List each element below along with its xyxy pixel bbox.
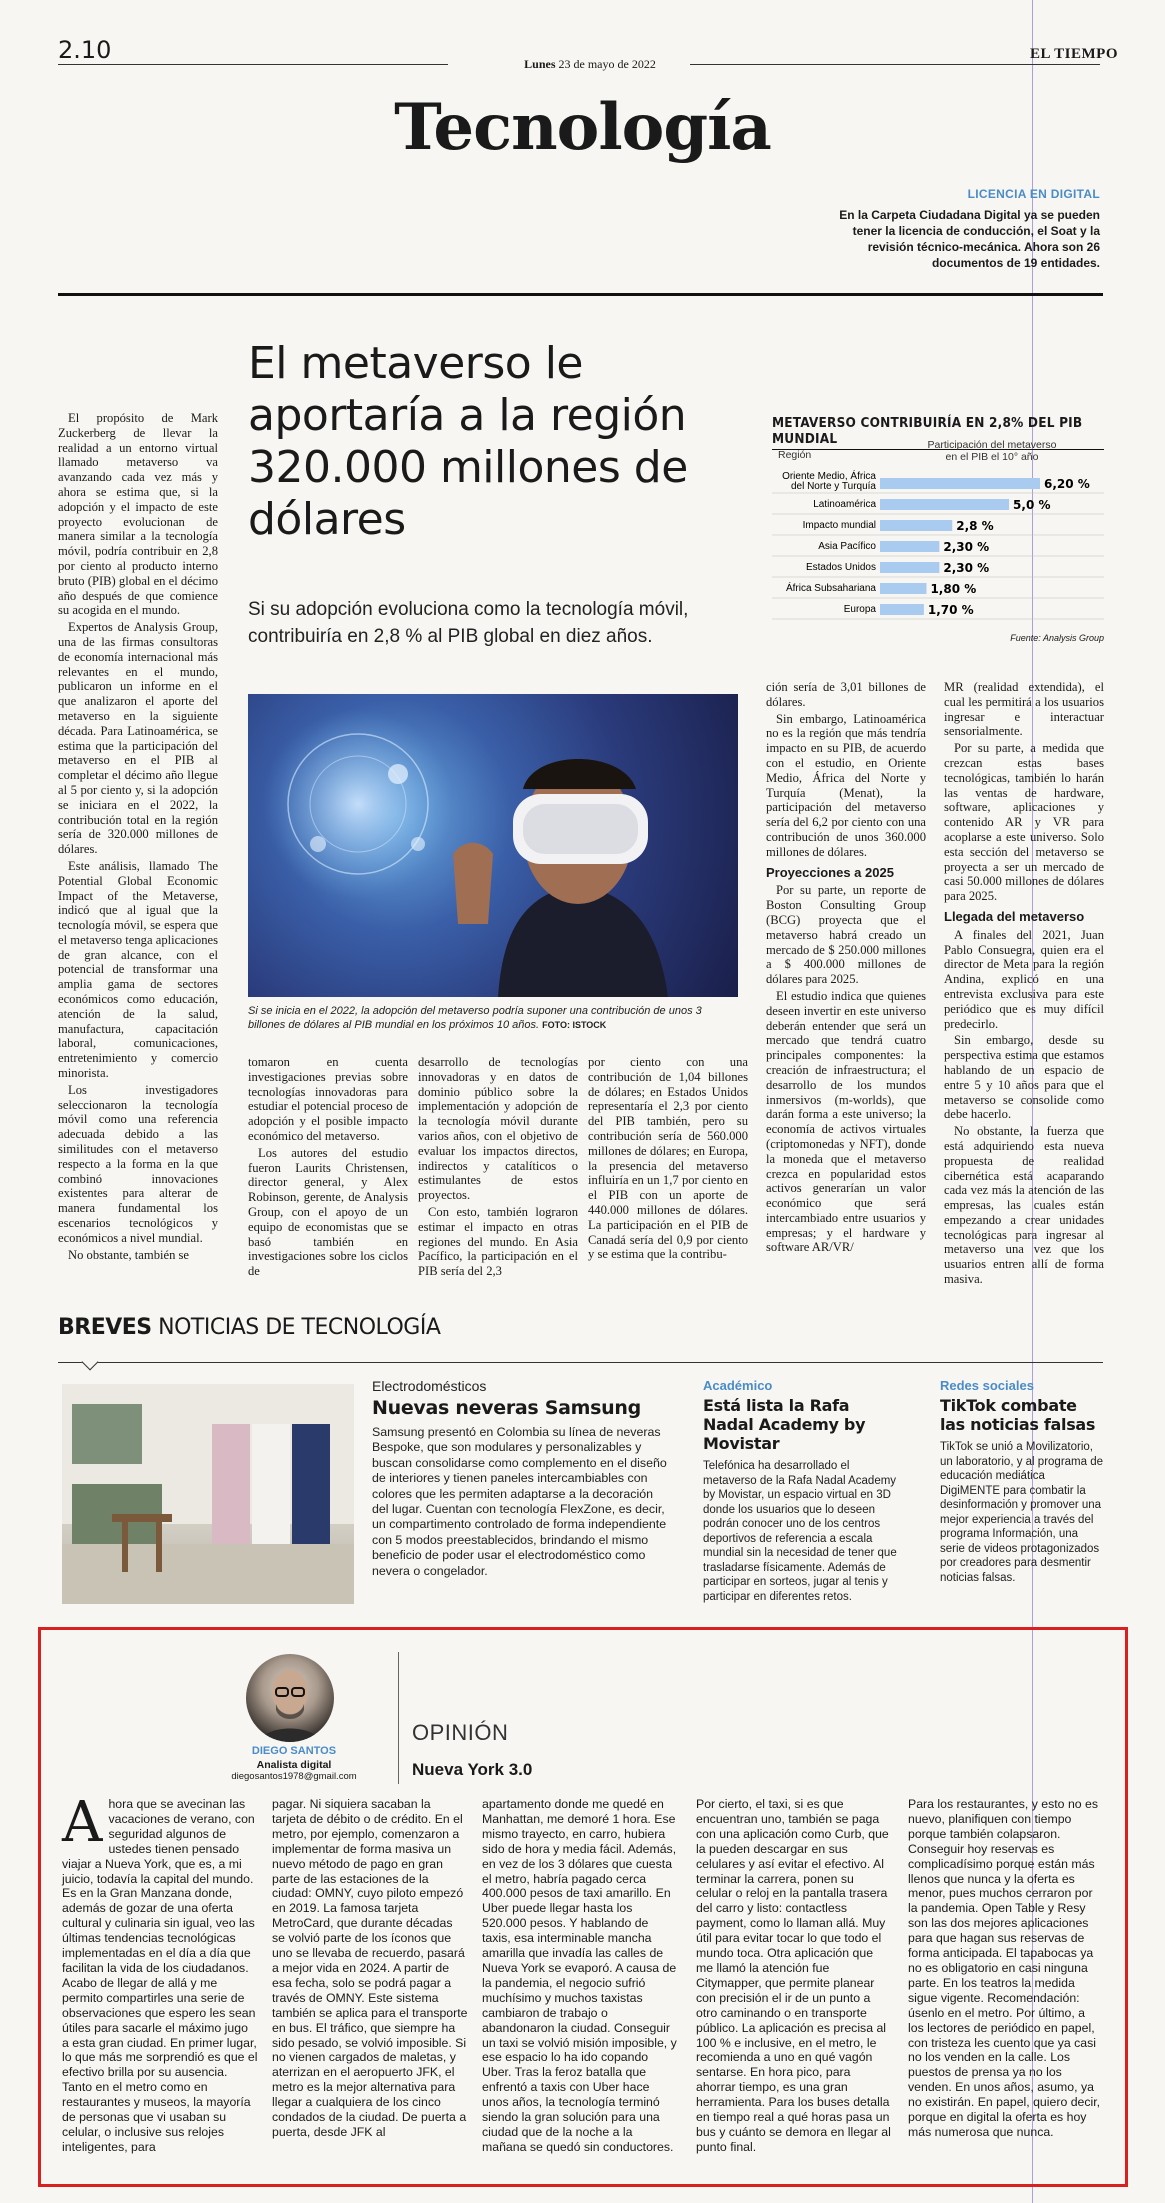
article-column-3	[418, 1055, 578, 1281]
chart-category-label: Impacto mundial	[802, 520, 876, 531]
paragraph: desarrollo de tecnologías innovadoras y en datos de dominio público sobre la implementación y adopción de la tecnología móvil durante varios años, con el objetivo de evaluar los impactos directos, indirectos y catalíticos o estimulantes de estos proyectos.	[418, 1055, 578, 1203]
chart-bar	[880, 541, 939, 552]
opinion-column-3	[482, 1797, 678, 2155]
header-rule-left	[58, 64, 448, 65]
chart-value-label: 6,20 %	[1044, 477, 1090, 491]
subheading: Proyecciones a 2025	[766, 864, 894, 880]
page-number: 2.10	[58, 36, 112, 64]
photo-caption	[248, 1004, 738, 1032]
breves-rule	[58, 1362, 1103, 1363]
article-column-1	[58, 411, 218, 1264]
breves-notch	[82, 1354, 99, 1371]
paragraph: El propósito de Mark Zuckerberg de llevar la realidad a un entorno virtual llamado metaverso va avanzando cada vez más y ahora se estima que, si la adopción y el impacto de este proyecto evolucionan de manera similar a la tecnología móvil, podría contribuir en 2,8 por ciento al producto interno bruto (PIB) global en el décimo año después de que comience su acogida en el mundo.	[58, 411, 218, 618]
chart-category-label: Oriente Medio, África del Norte y Turquía	[782, 471, 876, 492]
paragraph: Sin embargo, Latinoamérica no es la región que más tendría impacto en su PIB, de acuerdo con el estudio, en Oriente Medio, África del Norte y Turquía (Menat), la participación del metaverso sería del 6,2 por ciento con una contribución de unos 360.000 millones de dólares.	[766, 711, 926, 859]
author-portrait	[246, 1654, 334, 1742]
chart-row	[772, 581, 1104, 598]
paragraph: Por su parte, a medida que crezcan estas bases tecnológicas, también lo harán las ventas de hardware, software, aplicaciones y contenido AR y VR para acoplarse a este universo. Solo esta sección del metaverso se proyecta a ser un mercado de casi 50.000 millones de dólares para 2025.	[944, 741, 1104, 904]
paragraph: Expertos de Analysis Group, una de las firmas consultoras de economía internacional más relevantes en el mundo, publicaron un informe en el que analizaron el aporte del metaverso en la siguiente década. Para Latinoamérica, se estima que la participación del metaverso en el PIB al completar el décimo año llegue al 5 por ciento y, si la adopción se iniciara en el 2022, la contribución total en la región sería de 320.000 millones de dólares.	[58, 620, 218, 857]
paragraph: No obstante, la fuerza que está adquiriendo esta nueva propuesta de realidad cibernética está acaparando cada vez más la atención de las empresas, las cuales están empezando a crear unidades tecnológicas para ingresar al metaverso una vez que los usuarios entren allí de forma masiva.	[944, 1124, 1104, 1287]
brief-body: Telefónica ha desarrollado el metaverso de la Rafa Nadal Academy by Movistar, un espacio virtual en 3D donde los usuarios que lo deseen podrán conocer uno de los centros deportivos de referencia a escala mundial sin la necesidad de tener que trasladarse físicamente. Además de participar en sorteos, jugar al tenis y participar en diferentes retos.	[703, 1460, 897, 1603]
breves-title	[58, 1315, 440, 1340]
brief-kicker: Redes sociales	[940, 1378, 1034, 1393]
article-subhead: Si su adopción evoluciona como la tecnología móvil, contribuiría en 2,8 % al PIB global en diez años.	[248, 599, 689, 647]
paragraph: hora que se avecinan las vacaciones de verano, con seguridad algunos de ustedes tienen pensado viajar a Nueva York, que es, a mi juicio, todavía la capital del mundo. Es en la Gran Manzana donde, además de gozar de una oferta cultural y culinaria sin igual, veo las últimas tendencias tecnológicas implementadas en el día a día que facilitan la vida de los ciudadanos. Acabo de llegar de allá y me permito compartirles una serie de observaciones que espero les sean útiles para sacarle el máximo jugo a esta gran ciudad. En primer lugar, lo que más me sorprendió es que el efectivo brilla por su ausencia. Tanto en el metro como en restaurantes y museos, la mayoría de personas que vi usaban su celular, o inclusive sus relojes inteligentes, para	[62, 1797, 258, 2154]
chart-value-label: 5,0 %	[1013, 498, 1051, 512]
brief-body: Samsung presentó en Colombia su línea de neveras Bespoke, que son modulares y personalizables y buscan consolidarse como complemento en el diseño de interiores y tienen paneles intercambiables con colores que les permiten adaptarse a la decoración del lugar. Cuentan con tecnología FlexZone, es decir, un compartimento controlado de forma independiente con 5 modos preestablecidos, brindando el mismo beneficio de poder usar el electrodoméstico como nevera o congelador.	[372, 1425, 667, 1578]
paragraph: Para los restaurantes, y esto no es nuevo, planifiquen con tiempo porque también colapsaron. Conseguir hoy reservas es complicadísimo porque están más llenos que nunca y la oferta es menor, pues muchos cerraron por la pandemia. Open Table y Resy son las dos mejores aplicaciones para que hagan sus reservas de forma anticipada. El tapabocas ya no es obligatorio en casi ninguna parte. En los teatros la medida sigue vigente. Recomendación: úsenlo en el metro. Por último, a los lectores de periódico en papel, con tristeza les cuento que ya casi no los venden en la calle. Los puestos de prensa ya no los venden. En unos años, asumo, ya no existirán. En papel, quiero decir, porque en digital la oferta es hoy más numerosa que nunca.	[908, 1797, 1101, 2139]
chart-title: METAVERSO CONTRIBUIRÍA EN 2,8% DEL PIB MUNDIAL	[772, 415, 1104, 450]
caption-text: Si se inicia en el 2022, la adopción del metaverso podría suponer una contribución de unos 3 billones de dólares al PIB mundial en los próximos 10 años.	[248, 1005, 702, 1031]
brief-headline: Está lista la Rafa Nadal Academy by Movistar	[703, 1396, 866, 1453]
opinion-divider	[398, 1652, 399, 1784]
paragraph: Con esto, también lograron estimar el impacto en otras regiones del mundo. En Asia Pacífico, la participación en el PIB sería del 2,3	[418, 1204, 578, 1279]
kitchen-illustration	[62, 1384, 354, 1604]
article-column-5	[766, 680, 926, 1257]
sidebar-note-label: LICENCIA EN DIGITAL	[967, 187, 1100, 201]
author-name: DIEGO SANTOS	[251, 1745, 337, 1757]
article-headline: El metaverso le aportaría a la región 320.000 millones de dólares	[248, 338, 688, 545]
section-title: Tecnología	[394, 90, 771, 165]
chart-value-label: 2,30 %	[943, 561, 990, 575]
chart-row	[772, 561, 1104, 577]
chart-row	[772, 469, 1104, 493]
article-column-4	[588, 1055, 748, 1264]
paragraph: A finales del 2021, Juan Pablo Consuegra, quien era el director de Meta para la región Andina, explicó en una entrevista exclusiva para este periódico que es muy difícil predecirlo.	[944, 927, 1104, 1031]
chart-bar	[880, 562, 939, 573]
article-column-2	[248, 1055, 408, 1281]
chart-row	[772, 519, 1104, 535]
opinion-column-2	[272, 1797, 468, 2140]
paragraph: ción sería de 3,01 billones de dólares.	[766, 680, 926, 709]
chart-bar	[880, 604, 924, 615]
opinion-title: Nueva York 3.0	[412, 1760, 533, 1779]
paragraph: tomaron en cuenta investigaciones previas sobre tecnologías innovadoras para estudiar el potencial proceso de adopción y el posible impacto económico del metaverso.	[248, 1055, 408, 1143]
paragraph: Por su parte, un reporte de Boston Consulting Group (BCG) proyecta que el metaverso habrá creado un mercado de $ 250.000 millones a $ 400.000 millones de dólares para 2025.	[766, 883, 926, 987]
chart-value-label: 2,8 %	[956, 519, 994, 533]
paragraph: pagar. Ni siquiera sacaban la tarjeta de débito o de crédito. En el metro, por ejemplo, comenzaron a implementar de forma masiva un nuevo método de pago en gran parte de las estaciones de la ciudad: OMNY, cuyo piloto empezó en 2019. La famosa tarjeta MetroCard, que durante décadas se volvió parte de los íconos que uno se llevaba de recuerdo, pasará a mejor vida en 2024. A partir de esa fecha, solo se podrá pagar a través de OMNY. Este sistema también se aplica para el transporte en bus. El tráfico, que siempre ha sido pesado, se volvió imposible. Si no vienen cargados de maletas, y aterrizan en el aeropuerto JFK, el metro es la mejor alternativa para llegar a cualquiera de los cinco condados de la ciudad. De puerta a puerta, desde JFK al	[272, 1797, 468, 2139]
brief-rafa-nadal	[703, 1378, 903, 1604]
brief-headline: TikTok combate las noticias falsas	[940, 1396, 1096, 1434]
brief-kicker: Electrodomésticos	[372, 1378, 487, 1394]
paragraph: Sin embargo, desde su perspectiva estima que estamos hablando de un espacio de entre 5 y 10 años para que el metaverso se consolide como debe hacerlo.	[944, 1033, 1104, 1122]
chart-row	[772, 603, 1104, 619]
vr-headset-photo	[248, 694, 738, 997]
pib-chart	[772, 415, 1104, 645]
chart-xlabel: Participación del metaverso en el PIB el 10° año	[927, 439, 1057, 463]
paragraph: Por cierto, el taxi, si es que encuentran uno, también se paga con una aplicación como Curb, que la pueden descargar en sus celulares y así evitar el efectivo. Al terminar la carrera, ponen su celular o reloj en la pantalla trasera del carro y listo: contactless payment, como lo llaman allá. Muy útil para evitar tocar lo que todo el mundo toca. Otra aplicación que me llamó la atención fue Citymapper, que permite planear con precisión el ir de un punto a otro caminando o en transporte público. La aplicación es precisa al 100 % e inclusive, en el metro, le recomienda a uno en qué vagón sentarse. En hora pico, para ahorrar tiempo, es una gran herramienta. Para los buses detalla en tiempo real a qué horas pasa un bus y cuánto se demora en llegar al punto final.	[696, 1797, 891, 2154]
brief-tiktok	[940, 1378, 1105, 1585]
article-column-6	[944, 680, 1104, 1289]
chart-category-label: Europa	[843, 604, 876, 615]
chart-value-label: 1,80 %	[930, 582, 977, 596]
paragraph: por ciento con una contribución de 1,04 billones de dólares; en Estados Unidos representaría el 2,3 por ciento del PIB también, pero su contribución sería de 560.000 millones de dólares; en Europa, la presencia del metaverso influiría en un 1,7 por ciento en el PIB con un aporte de 440.000 millones de dólares. La participación en el PIB de Canadá sería del 0,9 por ciento y se estima que la contribu-	[588, 1055, 748, 1262]
date-rest: 23 de mayo de 2022	[558, 57, 656, 71]
brief-samsung	[372, 1378, 672, 1579]
paragraph: No obstante, también se	[68, 1247, 190, 1262]
chart-row	[772, 498, 1104, 514]
paragraph: apartamento donde me quedé en Manhattan, me demoré 1 hora. Ese mismo trayecto, en carro, hubiera sido de hora y media fácil. Además, en vez de los 3 dólares que cuesta el metro, habría pagado cerca 400.000 pesos de taxi amarillo. En Uber puede llegar hasta los 520.000 pesos. Y hablando de taxis, esa interminable mancha amarilla que invadía las calles de Nueva York se evaporó. A causa de la pandemia, el negocio sufrió muchísimo y muchos taxistas cambiaron de trabajo o abandonaron la ciudad. Conseguir un taxi se volvió misión imposible, y ese espacio lo ha ido copando Uber. Tras la feroz batalla que enfrentó a taxis con Uber hace unos años, la tecnología terminó siendo la gran solución para una ciudad que de la noche a la mañana se quedó sin conductores.	[482, 1797, 677, 2154]
paragraph: El estudio indica que quienes deseen invertir en este universo deberán entender que será un mercado que tendrá cuatro principales componentes: la creación de infraestructura; el desarrollo de los mundos inmersivos (m-worlds), que darán forma a este universo; la economía de activos virtuales (criptomonedas y NFT), donde la moneda que el metaverso crezca en popularidad estos activos generarían un valor económico que será intercambiado entre usuarios y empresas; y el hardware y software AR/VR/	[766, 988, 926, 1255]
chart-category-label: África Subsahariana	[785, 583, 876, 594]
brief-kicker: Académico	[703, 1378, 773, 1393]
paragraph: Los investigadores seleccionaron la tecnología móvil como una referencia adecuada debido a las similitudes con el metaverso respecto a la forma en la que combinó innovaciones existentes para alterar de manera fundamental los escenarios tecnológicos y económicos a nivel mundial.	[58, 1082, 218, 1245]
vr-person-illustration	[248, 694, 738, 997]
header-rule-right	[690, 64, 1100, 65]
chart-source: Fuente: Analysis Group	[1010, 633, 1104, 643]
chart-row	[772, 540, 1104, 556]
date-day: Lunes	[524, 57, 556, 71]
opinion-column-5	[908, 1797, 1104, 2140]
chart-category-label: Estados Unidos	[805, 562, 876, 573]
issue-date	[500, 57, 680, 72]
sidebar-note-text: En la Carpeta Ciudadana Digital ya se pueden tener la licencia de conducción, el Soat y la revisión técnico-mecánica. Ahora son 26 documentos de 19 entidades.	[839, 208, 1100, 270]
brief-headline: Nuevas neveras Samsung	[372, 1397, 641, 1419]
chart-bar	[880, 583, 926, 594]
chart-bar	[880, 478, 1040, 489]
chart-ylabel: Región	[778, 449, 812, 461]
breves-title-rest: NOTICIAS DE TECNOLOGÍA	[158, 1315, 441, 1340]
author-avatar	[246, 1654, 334, 1742]
section-divider	[58, 293, 1103, 296]
author-email[interactable]: diegosantos1978@gmail.com	[231, 1771, 357, 1782]
chart-bar	[880, 499, 1009, 510]
chart-bar	[880, 520, 952, 531]
photo-credit: FOTO: ISTOCK	[542, 1020, 607, 1030]
newspaper-brand: EL TIEMPO	[1030, 46, 1118, 62]
chart-value-label: 1,70 %	[927, 603, 974, 617]
chart-category-label: Latinoamérica	[813, 499, 876, 510]
chart-plot	[772, 465, 1104, 645]
brief-body: TikTok se unió a Movilizatorio, un laboratorio, y al programa de educación mediática DigiMENTE para combatir la desinformación y promover una mejor experiencia a través del programa Información, una serie de videos protagonizados por creadores para desmentir noticias falsas.	[940, 1441, 1104, 1584]
samsung-fridge-photo	[62, 1384, 354, 1604]
author-role: Analista digital	[256, 1759, 332, 1771]
drop-cap: A	[62, 1790, 103, 1855]
chart-category-label: Asia Pacífico	[818, 541, 876, 552]
opinion-column-4	[696, 1797, 892, 2155]
paragraph: Los autores del estudio fueron Laurits Christensen, director general, y Alex Robinson, gerente, de Analysis Group, con el apoyo de un equipo de economistas que se basó también en investigaciones sobre los ciclos de	[248, 1145, 408, 1279]
subheading: Llegada del metaverso	[944, 908, 1085, 924]
paragraph: Este análisis, llamado The Potential Global Economic Impact of the Metaverse, indicó que al igual que la tecnología móvil, se espera que el metaverso tenga aplicaciones de gran alcance, con el potencial de transformar una amplia gama de sectores económicos como educación, atención de la salud, manufactura, capacitación laboral, comunicaciones, entretenimiento y comercio minorista.	[58, 858, 218, 1081]
opinion-column-1	[62, 1790, 258, 2155]
opinion-label: OPINIÓN	[412, 1720, 509, 1745]
breves-title-bold: BREVES	[58, 1315, 152, 1340]
paragraph: MR (realidad extendida), el cual les permitirá a los usuarios ingresar e interactuar sensorialmente.	[944, 680, 1104, 739]
chart-value-label: 2,30 %	[943, 540, 990, 554]
